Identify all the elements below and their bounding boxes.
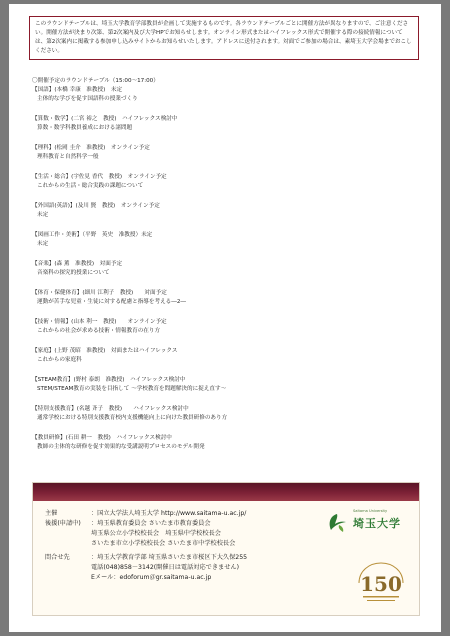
- item-title: 【特別支援教育】(名越 斉子 教授) ハイフレックス検討中: [32, 406, 189, 412]
- item-description: 算数・数学科教員養成における諸問題: [37, 125, 133, 131]
- item-title: 【外国語(英語)】(及川 賢 教授) オンライン予定: [32, 203, 160, 209]
- item-title: 【音楽】(森 薫 准教授) 対面予定: [32, 261, 123, 267]
- schedule-item: [32, 144, 412, 162]
- contact-row: [45, 553, 335, 563]
- row-value: ：埼玉県教育委員会 さいたま市教育委員会: [91, 520, 211, 527]
- contact-info: [45, 509, 335, 583]
- schedule-item: [32, 86, 412, 104]
- row-label: 主催: [45, 510, 58, 517]
- item-description: 運動が苦手な児童・生徒に対する配慮と指導を考える―2―: [37, 299, 186, 305]
- anniversary-number: 150: [360, 572, 402, 596]
- item-title: 【技術・情報】(山本 利一 教授) オンライン予定: [32, 319, 167, 325]
- item-title: 【生活・総合】(宇佐見 香代 教授) オンライン予定: [32, 174, 167, 180]
- support-row: [45, 519, 335, 529]
- row-value: ：国立大学法人埼玉大学 http://www.saitama-u.ac.jp/: [91, 510, 247, 517]
- university-emblem-icon: [325, 511, 349, 535]
- schedule-item: [32, 347, 412, 365]
- schedule-section: [32, 77, 412, 463]
- document-page: [9, 4, 441, 632]
- schedule-item: [32, 376, 412, 394]
- row-value: さいたま市立小学校校長会 さいたま市中学校校長会: [91, 540, 236, 547]
- schedule-item: [32, 405, 412, 423]
- phone-row: [45, 563, 335, 573]
- schedule-item: [32, 202, 412, 220]
- support-row-cont: [45, 529, 335, 539]
- row-label: 後援(申請中): [45, 520, 81, 527]
- row-value: 埼玉県公立小学校校長会 埼玉県中学校校長会: [91, 530, 221, 537]
- schedule-item: [32, 115, 412, 133]
- email-link[interactable]: Eメール：edoforum＠gr.saitama-u.ac.jp: [91, 574, 212, 581]
- logo-japanese-text: 埼玉大学: [353, 517, 401, 530]
- item-title: 【教員研修】(石田 耕一 教授) ハイフレックス検討中: [32, 435, 172, 441]
- row-value: ：埼玉大学教育学部 埼玉県さいたま市桜区下大久保255: [91, 554, 248, 561]
- item-title: 【家庭】(上野 茂昭 准教授) 対面またはハイフレックス: [32, 348, 178, 354]
- item-description: STEM/STEAM教育の実装を目指して ～学校教育を問題解決的に捉え直す～: [37, 386, 227, 392]
- support-row-cont: [45, 539, 335, 549]
- footer-band: [33, 483, 419, 501]
- row-label: 問合せ先: [45, 554, 70, 561]
- item-description: これからの生活・総合実践の課題について: [37, 183, 144, 189]
- schedule-item: [32, 260, 412, 278]
- item-title: 【理科】(松岡 圭介 准教授) オンライン予定: [32, 145, 150, 151]
- schedule-item: [32, 173, 412, 191]
- footer-panel: [32, 482, 420, 616]
- item-description: 通常学校における特別支援教育校内支援機能向上に向けた教員研修のあり方: [37, 415, 228, 421]
- notice-box: [29, 16, 419, 60]
- notice-text: このラウンドテーブルは、埼玉大学教育学部教員が企画して実施するものです。各ラウンドテーブルごとに開催方法が異なりますので、ご注意ください。開催方法が決まり次第、第2次案内及び大学HPでお知らせします。オンライン形式またはハイフレックス形式で開催する際の接続情報については、第2次案内に掲載する参加申し込みサイトからお知らせいたします。アドレスに送付されます。対面でご参加の場合は、素埼玉大学会場までおこしください。: [35, 21, 412, 54]
- item-description: 教師の主体的な研修を促す効果的な受講説明プロセスのモデル開発: [37, 444, 205, 450]
- item-title: 【体育・保健体育】(細川 江利子 教授) 対面予定: [32, 290, 167, 296]
- row-value: 電話(048)858－3142(開催日は電話対応できません): [91, 564, 240, 571]
- schedule-item: [32, 289, 412, 307]
- schedule-item: [32, 434, 412, 452]
- email-row: [45, 573, 335, 583]
- organizer-row: [45, 509, 335, 519]
- item-description: 音楽科の探究的授業について: [37, 270, 110, 276]
- item-description: 未定: [37, 241, 49, 247]
- item-title: 【国語】(本橋 幸康 准教授) 未定: [32, 87, 123, 93]
- item-description: 未定: [37, 212, 49, 218]
- item-title: 【STEAM教育】(野村 泰朗 准教授) ハイフレックス検討中: [32, 377, 186, 383]
- item-description: これからの社会が求める技術・情報教育の在り方: [37, 328, 161, 334]
- schedule-heading: 〇開催予定のラウンドテーブル（15:00～17:00）: [32, 78, 159, 84]
- logo-english-text: Saitama University: [353, 509, 388, 513]
- schedule-list: [32, 86, 412, 452]
- schedule-item: [32, 231, 412, 249]
- item-description: 理科教育と自然科学一般: [37, 154, 99, 160]
- 150th-anniversary-logo: [353, 557, 409, 607]
- university-logo: [325, 505, 411, 541]
- item-description: 主体的な学びを促す国語科の授業づくり: [37, 96, 138, 102]
- item-description: これからの家庭科: [37, 357, 82, 363]
- schedule-item: [32, 318, 412, 336]
- item-title: 【算数・数学】(二宮 裕之 教授) ハイフレックス検討中: [32, 116, 178, 122]
- item-title: 【図画工作・美術】（平野 英史 准教授）未定: [32, 232, 153, 238]
